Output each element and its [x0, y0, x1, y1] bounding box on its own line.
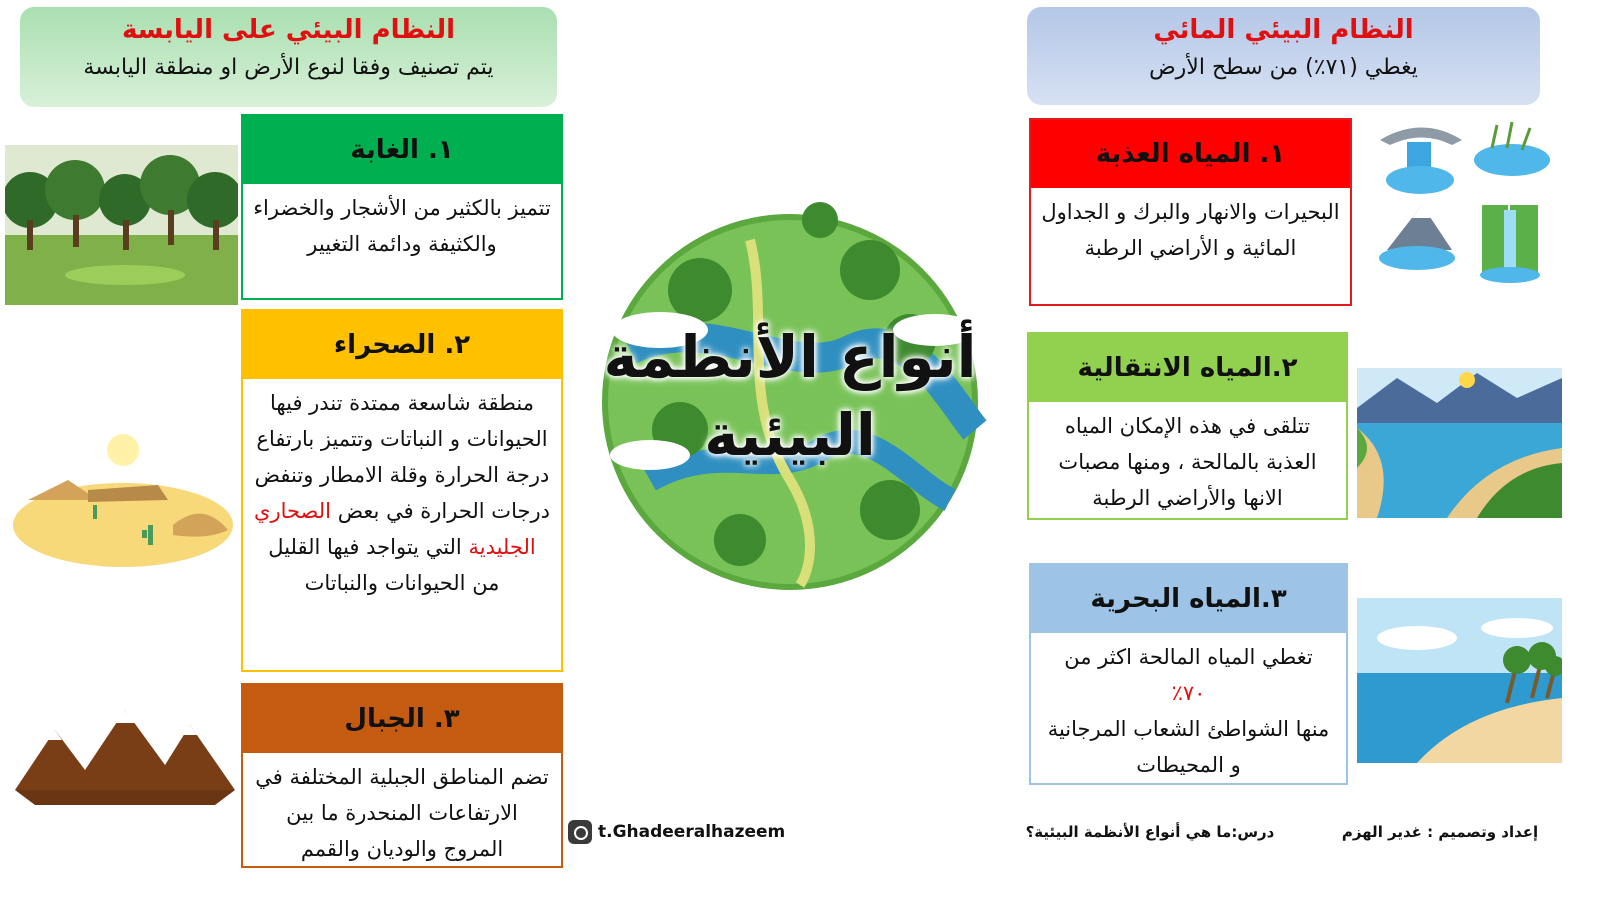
marine-water-title: ٣.المياه البحرية [1031, 565, 1346, 633]
main-title-line-2: البيئية [704, 401, 876, 469]
mountains-title: ٣. الجبال [243, 685, 561, 753]
forest-text: تتميز بالكثير من الأشجار والخضراء والكثيفة ودائمة التغيير [253, 196, 551, 256]
estuary-illustration [1357, 368, 1562, 518]
marine-text-2: منها الشواطئ الشعاب المرجانية و المحيطات [1047, 717, 1330, 777]
fresh-water-text: البحيرات والانهار والبرك و الجداول المائية و الأراضي الرطبة [1041, 200, 1340, 260]
marine-percent: ٧٠٪ [1171, 681, 1206, 705]
terrestrial-header [20, 7, 557, 107]
desert-text-1: منطقة شاسعة ممتدة تندر فيها الحيوانات و النباتات وتتميز بارتفاع درجة الحرارة وقلة الامطار وتنفض درجات الحرارة في بعض [254, 391, 550, 523]
main-title [600, 318, 980, 474]
desert-text-red: الصحاري الجليدية [254, 499, 536, 559]
aquatic-header-title: النظام البيئي المائي [1153, 15, 1414, 45]
forest-title: ١. الغابة [243, 116, 561, 184]
desert-card [241, 309, 563, 672]
mountains-card [241, 683, 563, 868]
forest-card [241, 114, 563, 300]
fresh-water-illustration [1372, 120, 1562, 285]
desert-title: ٢. الصحراء [243, 311, 561, 379]
terrestrial-header-subtitle: يتم تصنيف وفقا لنوع الأرض او منطقة اليابسة [83, 55, 494, 80]
desert-text [243, 379, 561, 607]
main-title-line-1: أنواع الأنظمة [603, 323, 977, 391]
aquatic-header-subtitle: يغطي (٧١٪) من سطح الأرض [1149, 55, 1418, 80]
transitional-water-text: تتلقى في هذه الإمكان المياه العذبة بالمالحة ، ومنها مصبات الانها والأراضي الرطبة [1058, 414, 1317, 510]
aquatic-header [1027, 7, 1540, 105]
author-credit: إعداد وتصميم : غدير الهزم [1341, 823, 1539, 841]
marine-text-1: تغطي المياه المالحة اكثر من [1064, 645, 1313, 669]
instagram-icon [568, 820, 592, 844]
instagram-handle[interactable] [568, 819, 793, 845]
mountains-text: تضم المناطق الجبلية المختلفة في الارتفاعات المنحدرة ما بين المروج والوديان والقمم [255, 765, 549, 861]
marine-water-text [1031, 633, 1346, 789]
transitional-water-title: ٢.المياه الانتقالية [1029, 334, 1346, 402]
forest-illustration [5, 145, 238, 305]
fresh-water-card [1029, 118, 1352, 306]
instagram-handle-text: t.Ghadeeralhazeem [598, 822, 786, 842]
marine-beach-illustration [1357, 598, 1562, 763]
desert-illustration [8, 430, 233, 570]
fresh-water-title: ١. المياه العذبة [1031, 120, 1350, 188]
lesson-label: درس:ما هي أنواع الأنظمة البيئية؟ [1025, 823, 1275, 841]
desert-text-2: التي يتواجد فيها القليل من الحيوانات والنباتات [268, 535, 500, 595]
transitional-water-card [1027, 332, 1348, 520]
mountains-illustration [15, 705, 235, 815]
terrestrial-header-title: النظام البيئي على اليابسة [121, 15, 456, 45]
marine-water-card [1029, 563, 1348, 785]
